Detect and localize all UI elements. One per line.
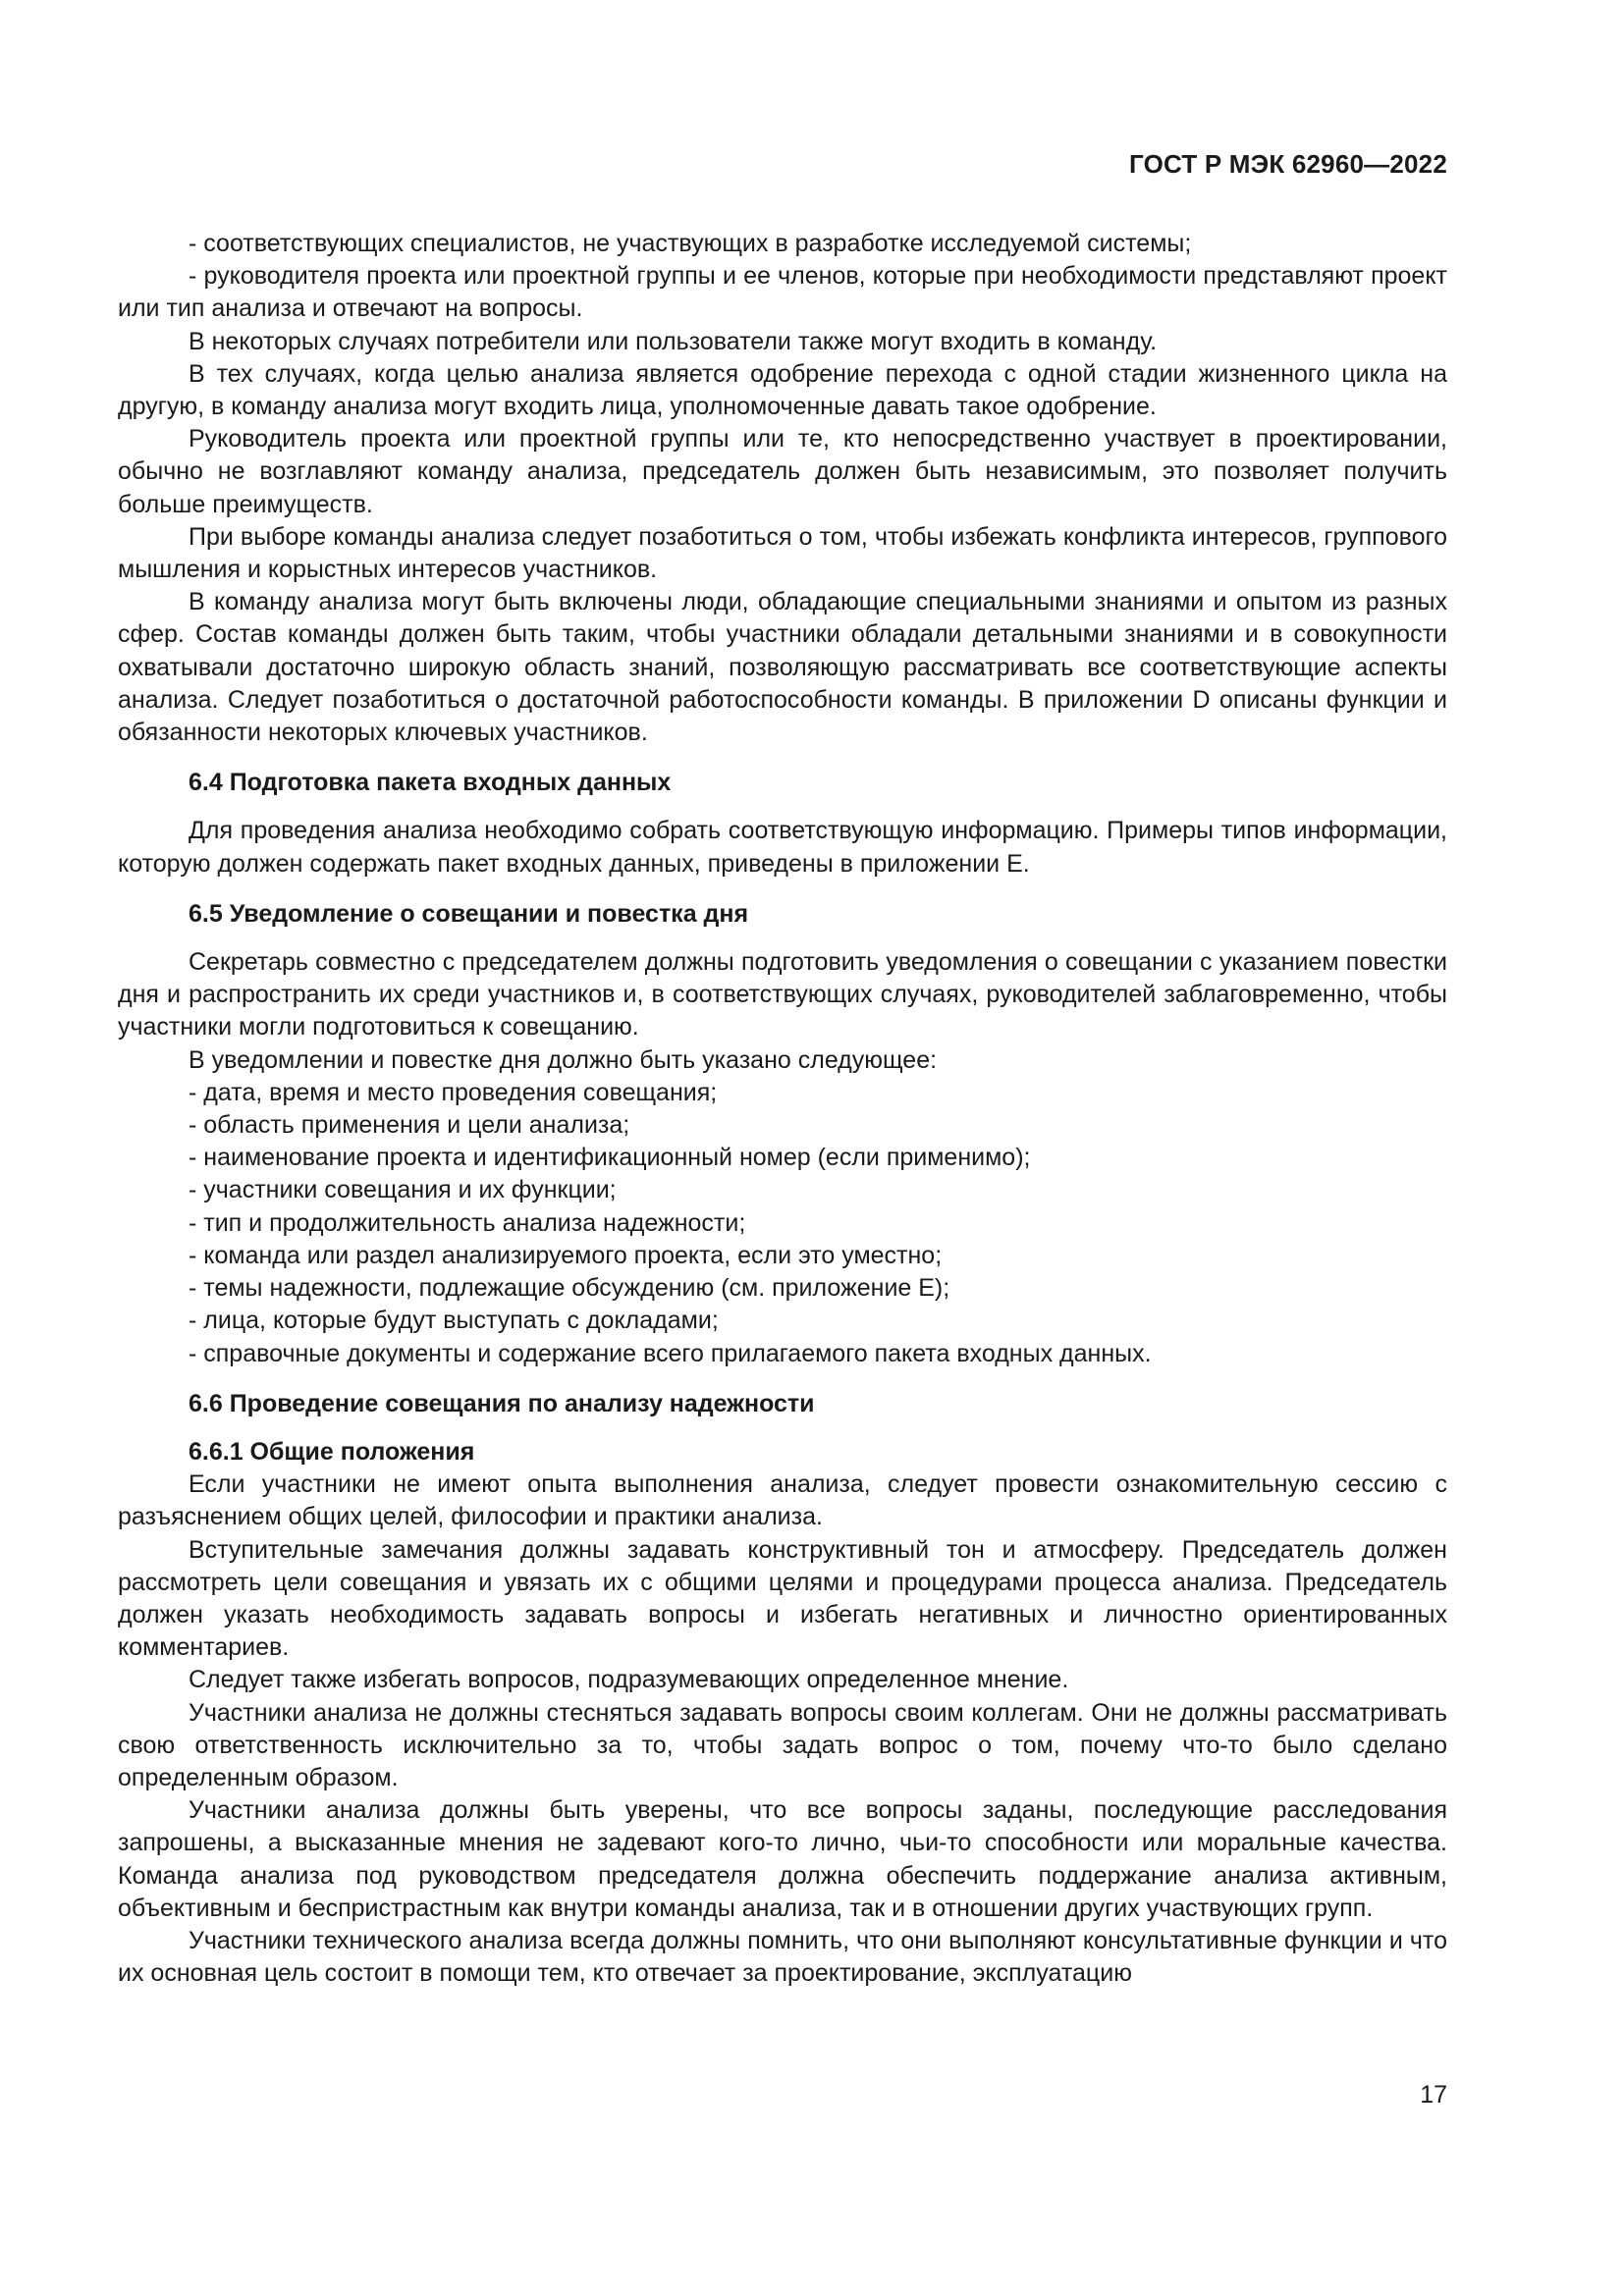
paragraph: Для проведения анализа необходимо собрать соответствующую информацию. Примеры типов информации, которую должен содержать пакет входных данных, приведены в приложении Е.: [118, 817, 1447, 878]
document-code-header: ГОСТ Р МЭК 62960—2022: [1128, 149, 1447, 179]
paragraph: Руководитель проекта или проектной группы или те, кто непосредственно участвует в проектировании, обычно не возглавляют команду анализа, председатель должен быть независимым, это позволяет получить больше преимуществ.: [118, 425, 1447, 518]
list-item: - темы надежности, подлежащие обсуждению (см. приложение Е);: [189, 1274, 950, 1303]
document-body: [118, 228, 1447, 1990]
list-item: - лица, которые будут выступать с докладами;: [189, 1307, 719, 1335]
paragraph: Участники анализа должны быть уверены, что все вопросы заданы, последующие расследования запрошены, а высказанные мнения не задевают кого-то лично, чьи-то способности или моральные качества. Команда анализа под руководством председателя должна обеспечить поддержание анализа активным, объективным и беспристрастным как внутри команды анализа, так и в отношении других участвующих групп.: [118, 1796, 1447, 1922]
section-heading: 6.6 Проведение совещания по анализу надежности: [189, 1389, 815, 1417]
list-item: - наименование проекта и идентификационный номер (если применимо);: [189, 1144, 1031, 1172]
list-item: - тип и продолжительность анализа надежности;: [189, 1208, 746, 1237]
list-item: - команда или раздел анализируемого проекта, если это уместно;: [189, 1241, 943, 1269]
list-item: - руководителя проекта или проектной группы и ее членов, которые при необходимости представляют проект или тип анализа и отвечают на вопросы.: [118, 262, 1447, 323]
paragraph: Если участники не имеют опыта выполнения анализа, следует провести ознакомительную сессию с разъяснением общих целей, философии и практики анализа.: [118, 1470, 1447, 1531]
paragraph: Вступительные замечания должны задавать конструктивный тон и атмосферу. Председатель должен рассмотреть цели совещания и увязать их с общими целями и процедурами процесса анализа. Председатель должен указать необходимость задавать вопросы и избегать негативных и личностно ориентированных комментариев.: [118, 1535, 1447, 1662]
section-heading: 6.4 Подготовка пакета входных данных: [189, 769, 672, 797]
paragraph: Секретарь совместно с председателем должны подготовить уведомления о совещании с указанием повестки дня и распространить их среди участников и, в соответствующих случаях, руководителей заблаговременно, чтобы участники могли подготовиться к совещанию.: [118, 948, 1447, 1041]
paragraph: Участники анализа не должны стесняться задавать вопросы своим коллегам. Они не должны рассматривать свою ответственность исключительно за то, чтобы задать вопрос о том, почему что-то было сделано определенным образом.: [118, 1698, 1447, 1791]
paragraph: В тех случаях, когда целью анализа является одобрение перехода с одной стадии жизненного цикла на другую, в команду анализа могут входить лица, уполномоченные давать такое одобрение.: [118, 359, 1447, 421]
section-heading: 6.5 Уведомление о совещании и повестка дня: [189, 899, 749, 928]
list-item: - справочные документы и содержание всего прилагаемого пакета входных данных.: [189, 1339, 1152, 1367]
list-item: - область применения и цели анализа;: [189, 1111, 630, 1140]
section-heading: 6.6.1 Общие положения: [189, 1437, 475, 1466]
paragraph: В уведомлении и повестке дня должно быть указано следующее:: [189, 1045, 938, 1074]
page-number: 17: [1420, 2081, 1447, 2109]
paragraph: Участники технического анализа всегда должны помнить, что они выполняют консультативные функции и что их основная цель состоит в помощи тем, кто отвечает за проектирование, эксплуатацию: [118, 1926, 1447, 1988]
paragraph: В команду анализа могут быть включены люди, обладающие специальными знаниями и опытом из разных сфер. Состав команды должен быть таким, чтобы участники обладали детальными знаниями и в совокупности охватывали достаточно широкую область знаний, позволяющую рассматривать все соответствующие аспекты анализа. Следует позаботиться о достаточной работоспособности команды. В приложении D описаны функции и обязанности некоторых ключевых участников.: [118, 588, 1447, 747]
paragraph: Следует также избегать вопросов, подразумевающих определенное мнение.: [189, 1666, 1069, 1694]
list-item: - соответствующих специалистов, не участвующих в разработке исследуемой системы;: [189, 230, 1192, 257]
list-item: - дата, время и место проведения совещания;: [189, 1078, 718, 1106]
paragraph: При выборе команды анализа следует позаботиться о том, чтобы избежать конфликта интересов, группового мышления и корыстных интересов участников.: [118, 522, 1447, 584]
paragraph: В некоторых случаях потребители или пользователи также могут входить в команду.: [189, 327, 1158, 355]
list-item: - участники совещания и их функции;: [189, 1176, 617, 1204]
